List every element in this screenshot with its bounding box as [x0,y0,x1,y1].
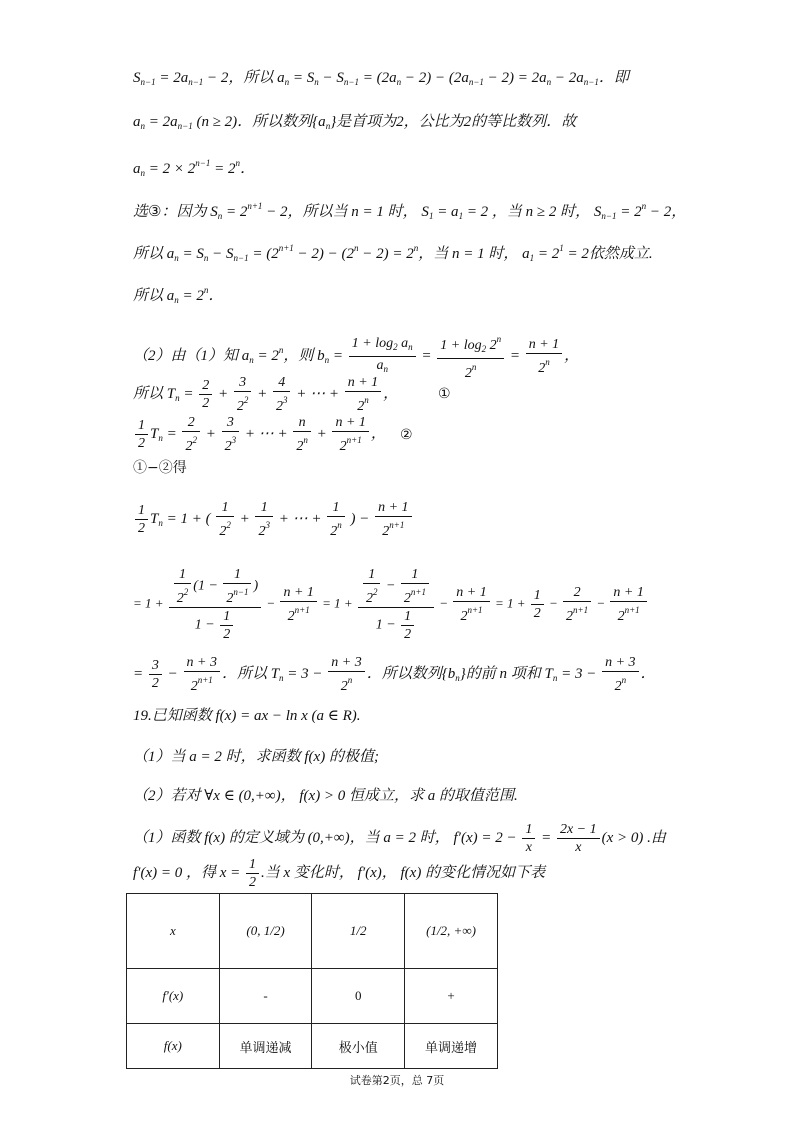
solution-line-3: $a_n = 2 \times 2^{n-1} = 2^n$． [133,158,255,178]
fraction: $\frac{1 + \log_2 a_n}{a_n}$ [349,335,416,378]
solution-line-1 [133,68,629,88]
solution-line-12: = 1 + $\frac{1}{2^2}$ (1 − $\frac{1}{2^{n-1}}$ ) 1 − $\frac{1}{2}$ − $\frac{n + 1}{2^{n+1}}$ = 1 + $\frac{1}{2^2}$ − $\frac{1}{2^{n+1}}$ 1 − $\frac{1}{2}$ − $\frac{n + 1}{2^{n+1}}$ = 1 + $\frac{1}{2}$ − $\frac{2}{2^{n+1}}$ − $\frac{n + 1}{2^{n+1}}$ [133,566,649,636]
table-cell: - [219,969,312,1024]
solution-line-7: （2）由（1）知 $a_n = 2^n$，则 $b_n$ = $\frac{1 + \log_2 a_n}{a_n}$ = $\frac{1 + \log_2 2^n}{2^n}$ = $\frac{n + 1}{2^n}$ ， [133,330,579,370]
problem-19-statement: 19.已知函数 f(x) = ax − ln x (a ∈ R). [133,708,361,724]
problem-19-part-2: （2）若对 ∀x ∈ (0,+∞)， f(x) > 0 恒成立，求 a 的取值范围. [133,788,518,804]
solution-line-10 [133,458,187,478]
table-cell: 单调递减 [219,1024,312,1069]
table-header-cell: x [127,894,220,969]
solution-line-6: 所以 $a_n = 2^n$． [133,285,224,305]
solution-19-line-1: （1）函数 f(x) 的定义域为 (0,+∞)，当 a = 2 时， f′(x) = 2 − $\frac{1}{x}$ = $\frac{2x - 1}{x}$ (x > 0) .由 [133,822,666,856]
problem-19-part-1: （1）当 a = 2 时，求函数 f(x) 的极值; [133,749,379,765]
line-1-text: $S_{n-1} = 2a_{n-1} - 2$，所以 $a_n = S_n - S_{n-1} = (2a_n - 2) - (2a_{n-1} - 2) = 2a_n - 2a_{n-1}$．即 [133,70,629,87]
table-cell: 0 [312,969,405,1024]
solution-line-4: 选③：因为 $S_n = 2^{n+1} - 2$，所以当 n = 1 时， $S_1 = a_1 = 2$ ，当 n ≥ 2 时， $S_{n-1} = 2^n - 2$， [133,201,687,221]
table-header-cell: 1/2 [312,894,405,969]
table-cell: f(x) [127,1024,220,1069]
subtract-text: ①−②得 [133,460,187,476]
table-cell: 极小值 [312,1024,405,1069]
equation-tag-1: ① [438,386,451,402]
solution-line-11: $\frac{1}{2}$ $T_n = 1$ + ( $\frac{1}{2^2}$ + $\frac{1}{2^3}$ + ⋯ + $\frac{1}{2^n}$ ) − $\frac{n + 1}{2^{n+1}}$ [133,496,414,542]
table-header-cell: (0, 1/2) [219,894,312,969]
solution-line-5: 所以 $a_n = S_n - S_{n-1} = (2^{n+1} - 2) - (2^n - 2) = 2^n$，当 n = 1 时， $a_1 = 2^1 = 2$依然成立. [133,243,653,263]
equation-tag-2: ② [400,427,413,443]
table-row [127,894,498,969]
table-cell: 单调递增 [405,1024,498,1069]
table-row [127,1024,498,1069]
solution-line-13: = $\frac{3}{2}$ − $\frac{n + 3}{2^{n+1}}$ ．所以 $T_n = 3$ − $\frac{n + 3}{2^n}$ ．所以数列$\{b_n\}$的前 n 项和 $T_n = 3$ − $\frac{n + 3}{2^n}$ ． [133,655,656,695]
table-row [127,969,498,1024]
table-cell: f′(x) [127,969,220,1024]
table-cell: + [405,969,498,1024]
page-footer: 试卷第2页，总 7页 [349,1074,445,1087]
solution-line-9: $\frac{1}{2}$ $T_n$ = $\frac{2}{2^2}$ + $\frac{3}{2^3}$ + ⋯ + $\frac{n}{2^n}$ + $\frac{n + 1}{2^{n+1}}$ ， [133,414,386,454]
table-header-cell: (1/2, +∞) [405,894,498,969]
fraction: $\frac{1 + \log_2 2^n}{2^n}$ [437,331,504,382]
variation-table [126,893,498,1069]
solution-line-2: $a_n = 2a_{n-1}$ (n ≥ 2)．所以数列$\{a_n\}$是首项为2，公比为2的等比数列．故 [133,114,577,131]
solution-line-8: 所以 $T_n$ = $\frac{2}{2}$ + $\frac{3}{2^2}$ + $\frac{4}{2^3}$ + ⋯ + $\frac{n + 1}{2^n}$ ， [133,375,399,415]
solution-19-line-2: f′(x) = 0 ，得 x = $\frac{1}{2}$ .当 x 变化时， f′(x)， f(x) 的变化情况如下表 [133,857,546,891]
fraction: $\frac{n + 1}{2^n}$ [526,336,562,377]
